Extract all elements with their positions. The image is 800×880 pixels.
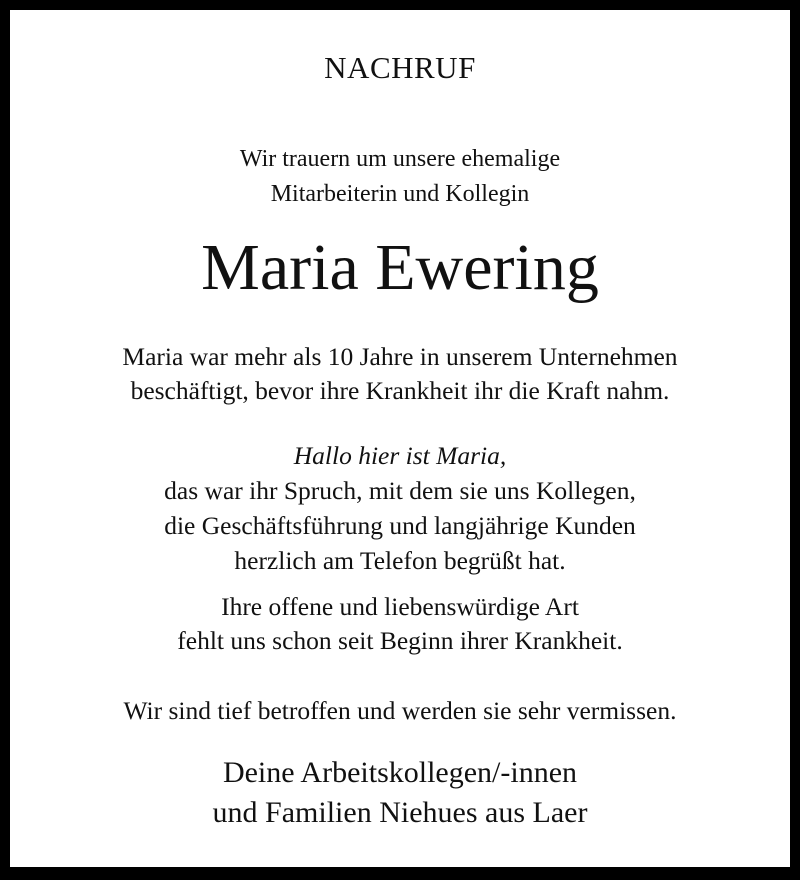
paragraph3-line-2: fehlt uns schon seit Beginn ihrer Krankheit.	[177, 626, 623, 655]
paragraph2-line-1: das war ihr Spruch, mit dem sie uns Kollegen,	[164, 476, 636, 505]
obituary-notice	[10, 10, 790, 867]
paragraph1-line-2: beschäftigt, bevor ihre Krankheit ihr die Kraft nahm.	[130, 376, 670, 405]
signature-line-2: und Familien Niehues aus Laer	[212, 796, 588, 829]
paragraph4: Wir sind tief betroffen und werden sie sehr vermissen.	[123, 696, 677, 725]
paragraph2-line-3: herzlich am Telefon begrüßt hat.	[234, 546, 566, 575]
paragraph2-line-2: die Geschäftsführung und langjährige Kunden	[164, 511, 636, 540]
intro-line-1: Wir trauern um unsere ehemalige	[239, 146, 561, 172]
intro-line-2: Mitarbeiterin und Kollegin	[270, 181, 530, 207]
deceased-name: Maria Ewering	[201, 231, 599, 304]
signature-line-1: Deine Arbeitskollegen/-innen	[222, 756, 578, 789]
paragraph1-line-1: Maria war mehr als 10 Jahre in unserem Unternehmen	[122, 342, 678, 371]
paragraph3-line-1: Ihre offene und liebenswürdige Art	[221, 592, 579, 621]
notice-title: NACHRUF	[324, 50, 476, 85]
quote-line: Hallo hier ist Maria,	[293, 441, 507, 470]
